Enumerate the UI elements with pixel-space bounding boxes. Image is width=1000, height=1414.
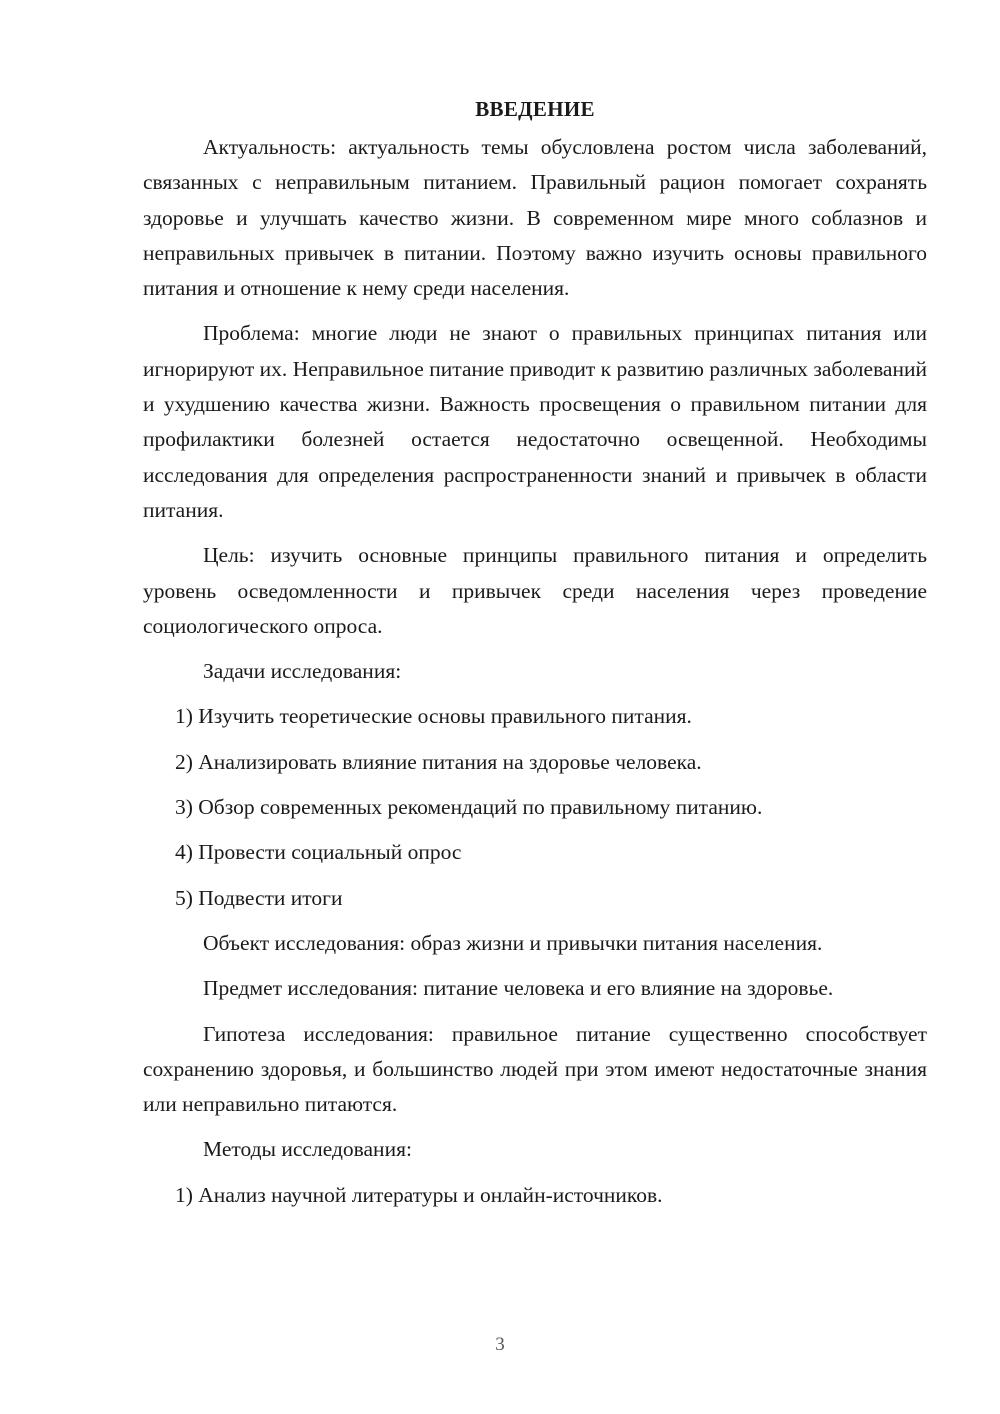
tasks-heading: Задачи исследования: <box>203 659 402 684</box>
task-item-1: 1) Изучить теоретические основы правильного питания. <box>175 704 692 729</box>
document-page <box>143 92 927 1223</box>
task-item-5: 5) Подвести итоги <box>175 885 343 910</box>
paragraph-hypothesis: Гипотеза исследования: правильное питание существенно способствует сохранению здоровья, и большинство людей при этом имеют недостаточные знания или неправильно питаются. <box>143 1021 927 1117</box>
methods-heading: Методы исследования: <box>203 1137 412 1162</box>
task-item-3: 3) Обзор современных рекомендаций по правильному питанию. <box>175 795 763 820</box>
paragraph-relevance: Актуальность: актуальность темы обусловлена ростом числа заболеваний, связанных с неправильным питанием. Правильный рацион помогает сохранять здоровье и улучшать качество жизни. В современном мире много соблазнов и неправильных привычек в питании. Поэтому важно изучить основы правильного питания и отношение к нему среди населения. <box>143 135 927 301</box>
paragraph-subject: Предмет исследования: питание человека и его влияние на здоровье. <box>203 976 834 1001</box>
paragraph-problem: Проблема: многие люди не знают о правильных принципах питания или игнорируют их. Неправильное питание приводит к развитию различных заболеваний и ухудшению качества жизни. Важность просвещения о правильном питании для профилактики болезней остается недостаточно освещенной. Необходимы исследования для определения распространенности знаний и привычек в области питания. <box>143 321 927 522</box>
method-item-1: 1) Анализ научной литературы и онлайн-источников. <box>175 1182 663 1207</box>
task-item-4: 4) Провести социальный опрос <box>175 840 462 865</box>
paragraph-object: Объект исследования: образ жизни и привычки питания населения. <box>203 930 823 955</box>
task-item-2: 2) Анализировать влияние питания на здоровье человека. <box>175 749 702 774</box>
paragraph-goal: Цель: изучить основные принципы правильного питания и определить уровень осведомленности и привычек среди населения через проведение социологического опроса. <box>143 543 927 638</box>
section-title: ВВЕДЕНИЕ <box>475 97 595 121</box>
page-number: 3 <box>495 1334 505 1355</box>
